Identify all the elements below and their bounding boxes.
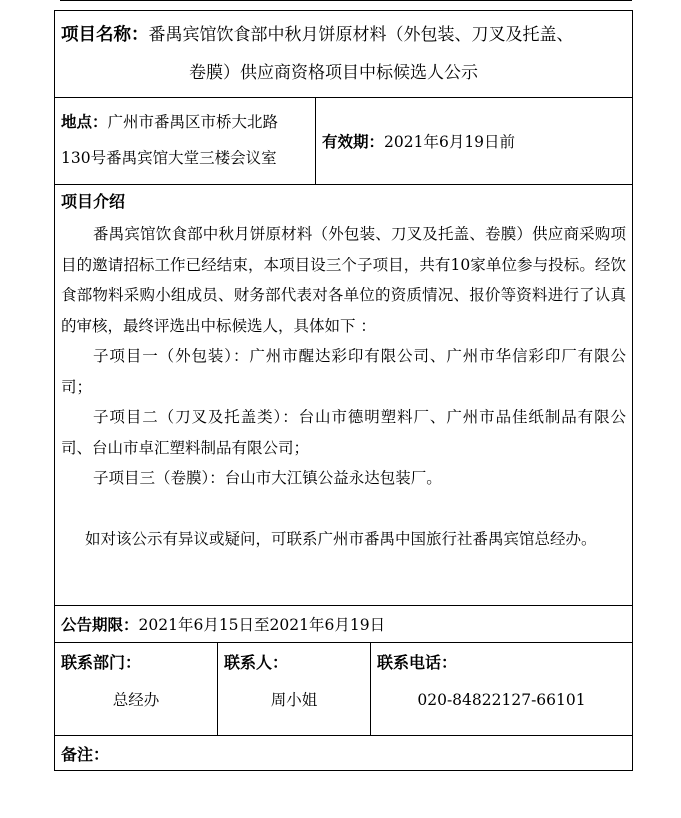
- project-name-text1: 番禺宾馆饮食部中秋月饼原材料（外包装、刀叉及托盖、: [148, 25, 574, 45]
- location-cell: [55, 98, 316, 185]
- intro-cell: [55, 185, 633, 606]
- contact-note: 如对该公示有异议或疑问，可联系广州市番禺中国旅行社番禺宾馆总经办。: [85, 529, 597, 548]
- row-intro: [55, 185, 633, 606]
- contact-person-label: 联系人：: [224, 653, 289, 672]
- row-contact: [55, 643, 633, 736]
- announcement-table: [54, 10, 633, 771]
- contact-person-cell: [218, 643, 371, 736]
- location-text2: 130号番禺宾馆大堂三楼会议室: [61, 149, 277, 167]
- row-location: [55, 98, 633, 185]
- period-label: 公告期限：: [61, 616, 139, 634]
- sub-project-3: 子项目三（卷膜）：台山市大江镇公益永达包装厂。: [93, 469, 442, 487]
- row-period: [55, 606, 633, 643]
- intro-heading: 项目介绍: [61, 192, 126, 211]
- notes-cell: [55, 736, 633, 771]
- top-rule: [60, 0, 632, 1]
- intro-paragraph: 番禺宾馆饮食部中秋月饼原材料（外包装、刀叉及托盖、卷膜）供应商采购项目的邀请招标工作已经结束，本项目设三个子项目，共有10家单位参与投标。经饮食部物料采购小组成员、财务部代表对各单位的资质情况、报价等资料进行了认真的审核，最终评选出中标候选人，具体如下 ：: [61, 225, 626, 335]
- sub-project-2: 子项目二（刀叉及托盖类）：台山市德明塑料厂、广州市品佳纸制品有限公司、台山市卓汇塑料制品有限公司；: [61, 408, 626, 457]
- project-name-cell: [55, 11, 633, 98]
- project-name-label: 项目名称：: [61, 25, 149, 45]
- validity-value: 2021年6月19日前: [384, 133, 516, 151]
- contact-dept-value: 总经办: [112, 691, 160, 709]
- location-line1: [61, 104, 309, 140]
- contact-phone-cell: [371, 643, 633, 736]
- location-label: 地点：: [61, 113, 108, 131]
- location-text1: 广州市番禺区市桥大北路: [107, 113, 279, 131]
- project-name-line1: [61, 16, 626, 54]
- validity-cell: [316, 98, 633, 185]
- contact-dept-label: 联系部门：: [61, 653, 142, 672]
- spacer: [61, 494, 626, 524]
- period-value: 2021年6月15日至2021年6月19日: [138, 616, 386, 634]
- sub-project-1: 子项目一（外包装）：广州市醒达彩印有限公司、广州市华信彩印厂有限公司；: [61, 347, 626, 396]
- period-cell: [55, 606, 633, 643]
- contact-person-value: 周小姐: [270, 691, 318, 709]
- validity-label: 有效期：: [322, 133, 385, 151]
- contact-phone-value: 020-84822127-66101: [417, 691, 586, 709]
- row-project-name: [55, 11, 633, 98]
- contact-dept-cell: [55, 643, 218, 736]
- notes-label: 备注：: [61, 744, 110, 764]
- contact-phone-label: 联系电话：: [377, 653, 458, 672]
- project-name-text2: 卷膜）供应商资格项目中标候选人公示: [189, 63, 478, 83]
- row-notes: [55, 736, 633, 771]
